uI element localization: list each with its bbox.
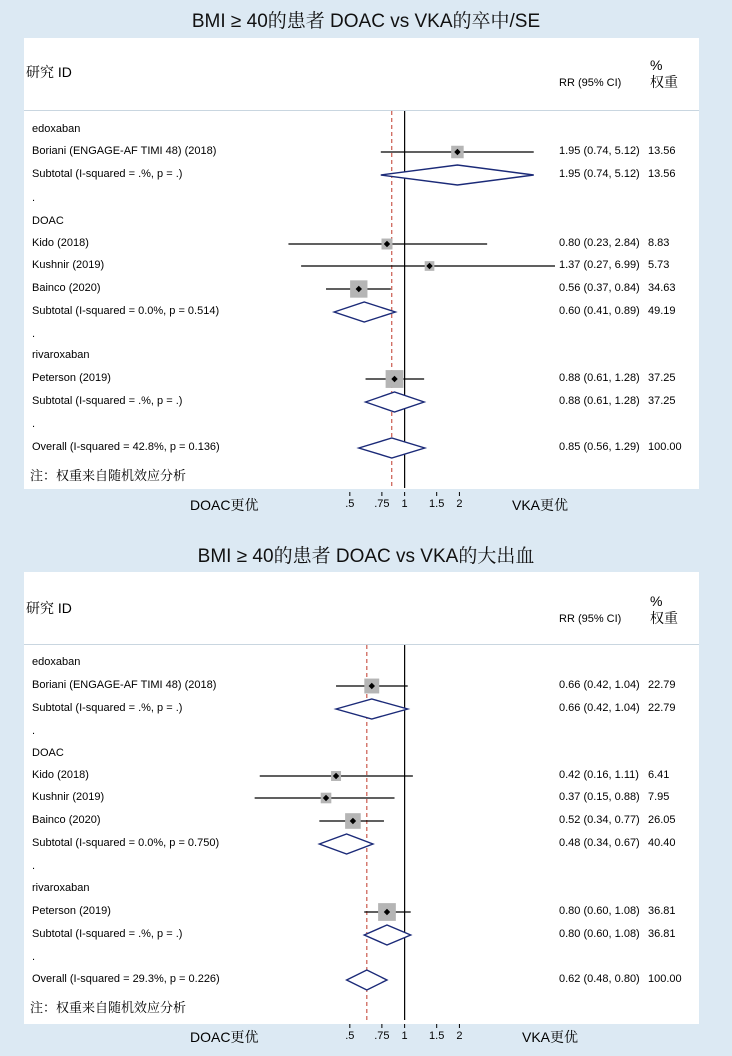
weight-value: 34.63 [648, 282, 676, 294]
row-spacer: . [32, 725, 36, 737]
study-label: Kushnir (2019) [32, 791, 105, 803]
study-label: Kushnir (2019) [32, 259, 105, 271]
x-tick-label: .5 [345, 1030, 355, 1042]
group-label: DOAC [32, 215, 64, 227]
subtotal-label: Subtotal (I-squared = .%, p = .) [32, 168, 183, 180]
weight-note: 注：权重来自随机效应分析 [30, 468, 187, 483]
row-spacer: . [32, 951, 36, 963]
row-spacer: . [32, 418, 36, 430]
weight-value: 13.56 [648, 145, 676, 157]
favors-left-label: DOAC更优 [190, 497, 259, 513]
weight-value: 37.25 [648, 372, 676, 384]
subtotal-label: Subtotal (I-squared = 0.0%, p = 0.514) [32, 305, 220, 317]
weight-header: 权重 [650, 74, 678, 90]
overall-label: Overall (I-squared = 42.8%, p = 0.136) [32, 441, 220, 453]
weight-value: 100.00 [648, 973, 682, 985]
group-label: edoxaban [32, 123, 81, 135]
study-label: Peterson (2019) [32, 905, 111, 917]
subtotal-label: Subtotal (I-squared = .%, p = .) [32, 395, 183, 407]
rr-ci-value: 0.80 (0.60, 1.08) [559, 905, 640, 917]
group-label: DOAC [32, 747, 64, 759]
weight-note: 注：权重来自随机效应分析 [30, 1000, 187, 1015]
weight-header: 权重 [650, 610, 678, 626]
subtotal-diamond [319, 834, 373, 854]
favors-right-label: VKA更优 [522, 1029, 579, 1045]
favors-right-label: VKA更优 [512, 497, 569, 513]
x-tick-label: .75 [374, 498, 390, 510]
group-label: rivaroxaban [32, 882, 90, 894]
effect-header: RR (95% CI) [559, 77, 622, 89]
chart-title: BMI ≥ 40的患者 DOAC vs VKA的大出血 [197, 546, 535, 567]
rr-ci-value: 0.56 (0.37, 0.84) [559, 282, 640, 294]
rr-ci-value: 0.66 (0.42, 1.04) [559, 679, 640, 691]
study-label: Bainco (2020) [32, 282, 101, 294]
rr-ci-value: 0.52 (0.34, 0.77) [559, 814, 640, 826]
rr-ci-value: 0.37 (0.15, 0.88) [559, 791, 640, 803]
rr-ci-value: 0.42 (0.16, 1.11) [559, 769, 639, 781]
effect-header: RR (95% CI) [559, 613, 622, 625]
rr-ci-value: 0.80 (0.23, 2.84) [559, 237, 640, 249]
rr-ci-value: 1.37 (0.27, 6.99) [559, 259, 640, 271]
row-spacer: . [32, 860, 36, 872]
subtotal-diamond [364, 925, 410, 945]
rr-ci-value: 0.85 (0.56, 1.29) [559, 441, 640, 453]
rr-ci-value: 0.60 (0.41, 0.89) [559, 305, 640, 317]
weight-value: 26.05 [648, 814, 676, 826]
subtotal-diamond [336, 699, 408, 719]
study-label: Peterson (2019) [32, 372, 111, 384]
overall-label: Overall (I-squared = 29.3%, p = 0.226) [32, 973, 220, 985]
rr-ci-value: 0.88 (0.61, 1.28) [559, 395, 640, 407]
study-label: Kido (2018) [32, 769, 89, 781]
rr-ci-value: 0.62 (0.48, 0.80) [559, 973, 640, 985]
x-tick-label: 1.5 [429, 1030, 445, 1042]
overall-diamond [347, 970, 387, 990]
subtotal-label: Subtotal (I-squared = 0.0%, p = 0.750) [32, 837, 220, 849]
rr-ci-value: 0.66 (0.42, 1.04) [559, 702, 640, 714]
weight-value: 36.81 [648, 928, 676, 940]
rr-ci-value: 0.80 (0.60, 1.08) [559, 928, 640, 940]
x-tick-label: 1 [401, 498, 408, 510]
rr-ci-value: 0.48 (0.34, 0.67) [559, 837, 640, 849]
row-spacer: . [32, 192, 36, 204]
weight-value: 5.73 [648, 259, 670, 271]
study-label: Kido (2018) [32, 237, 89, 249]
subtotal-label: Subtotal (I-squared = .%, p = .) [32, 702, 183, 714]
weight-pct-header: % [650, 593, 663, 609]
subtotal-label: Subtotal (I-squared = .%, p = .) [32, 928, 183, 940]
weight-value: 7.95 [648, 791, 670, 803]
x-tick-label: 2 [456, 1030, 463, 1042]
favors-left-label: DOAC更优 [190, 1029, 259, 1045]
weight-pct-header: % [650, 57, 663, 73]
study-id-header: 研究 ID [26, 64, 72, 80]
weight-value: 100.00 [648, 441, 682, 453]
row-spacer: . [32, 328, 36, 340]
group-label: rivaroxaban [32, 349, 90, 361]
weight-value: 8.83 [648, 237, 670, 249]
weight-value: 22.79 [648, 702, 676, 714]
weight-value: 36.81 [648, 905, 676, 917]
weight-value: 13.56 [648, 168, 676, 180]
weight-value: 22.79 [648, 679, 676, 691]
group-label: edoxaban [32, 656, 81, 668]
weight-value: 49.19 [648, 305, 676, 317]
rr-ci-value: 0.88 (0.61, 1.28) [559, 372, 640, 384]
study-id-header: 研究 ID [26, 600, 72, 616]
weight-value: 40.40 [648, 837, 676, 849]
chart-title: BMI ≥ 40的患者 DOAC vs VKA的卒中/SE [191, 11, 541, 32]
x-tick-label: 2 [456, 498, 463, 510]
x-tick-label: 1 [401, 1030, 408, 1042]
weight-value: 6.41 [648, 769, 670, 781]
rr-ci-value: 1.95 (0.74, 5.12) [559, 168, 640, 180]
study-label: Boriani (ENGAGE-AF TIMI 48) (2018) [32, 145, 217, 157]
study-label: Boriani (ENGAGE-AF TIMI 48) (2018) [32, 679, 217, 691]
rr-ci-value: 1.95 (0.74, 5.12) [559, 145, 640, 157]
x-tick-label: .5 [345, 498, 355, 510]
study-label: Bainco (2020) [32, 814, 101, 826]
weight-value: 37.25 [648, 395, 676, 407]
x-tick-label: 1.5 [429, 498, 445, 510]
x-tick-label: .75 [374, 1030, 390, 1042]
